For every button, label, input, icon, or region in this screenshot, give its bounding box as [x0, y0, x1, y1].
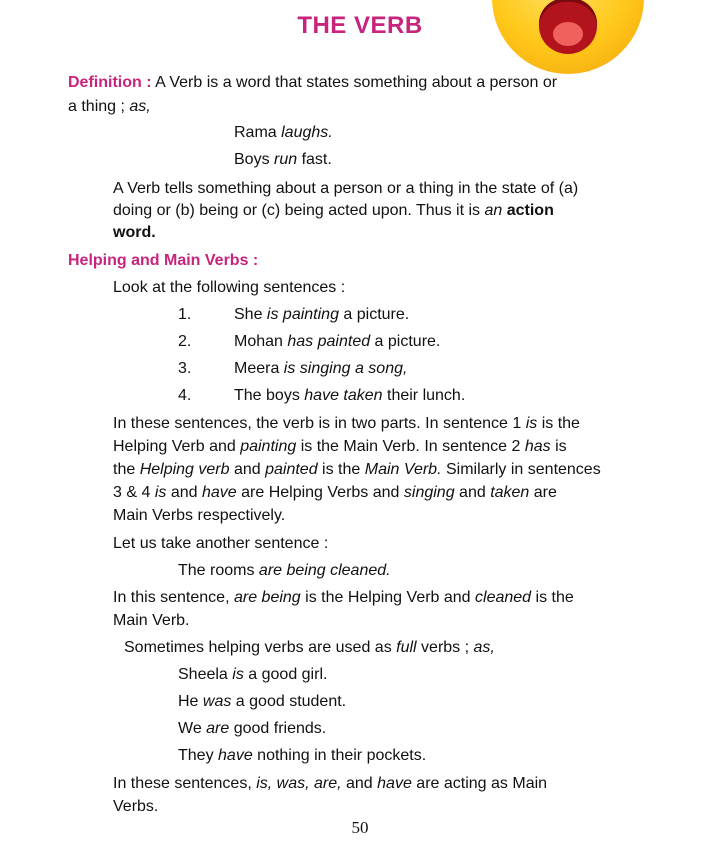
paragraph-line: In these sentences, the verb is in two parts. In sentence 1 is is the	[113, 415, 580, 432]
example-sentence: Sheela is a good girl.	[178, 666, 328, 683]
paragraph-line: doing or (b) being or (c) being acted upon. Thus it is an action	[113, 202, 554, 219]
example-sentence: We are good friends.	[178, 720, 327, 737]
paragraph-line: Let us take another sentence :	[113, 535, 329, 552]
paragraph-line: A Verb tells something about a person or a thing in the state of (a)	[113, 180, 579, 197]
numbered-sentence: 2. Mohan has painted a picture.	[178, 333, 441, 350]
paragraph-line: Look at the following sentences :	[113, 279, 346, 296]
paragraph-line: Main Verb.	[113, 612, 190, 629]
section-heading: Helping and Main Verbs :	[68, 252, 259, 269]
page-number: 50	[351, 818, 369, 837]
numbered-sentence: 3. Meera is singing a song,	[178, 360, 408, 377]
example-sentence: The rooms are being cleaned.	[178, 562, 391, 579]
paragraph-line: 3 & 4 is and have are Helping Verbs and singing and taken are	[113, 484, 557, 501]
paragraph-line: In these sentences, is, was, are, and have are acting as Main	[113, 775, 548, 792]
example-sentence: He was a good student.	[178, 693, 347, 710]
definition-line-2: a thing ; as,	[68, 98, 151, 115]
example-sentence: Boys run fast.	[234, 151, 332, 168]
definition-line-1	[68, 72, 652, 93]
definition-label: Definition :	[68, 74, 152, 91]
example-sentence: They have nothing in their pockets.	[178, 747, 427, 764]
numbered-sentence: 1. She is painting a picture.	[178, 306, 410, 323]
paragraph-line: In this sentence, are being is the Helping Verb and cleaned is the	[113, 589, 574, 606]
example-sentence: Rama laughs.	[234, 124, 333, 141]
numbered-sentence: 4. The boys have taken their lunch.	[178, 387, 466, 404]
definition-text: A Verb is a word that states something about a person or	[155, 74, 558, 91]
paragraph-line: Verbs.	[113, 798, 159, 815]
paragraph-line: Sometimes helping verbs are used as full verbs ; as,	[124, 639, 495, 656]
paragraph-line: Main Verbs respectively.	[113, 507, 286, 524]
paragraph-line: Helping Verb and painting is the Main Verb. In sentence 2 has is	[113, 438, 567, 455]
page-title: THE VERB	[297, 12, 423, 39]
paragraph-line: word.	[113, 224, 156, 241]
paragraph-line: the Helping verb and painted is the Main Verb. Similarly in sentences	[113, 461, 601, 478]
